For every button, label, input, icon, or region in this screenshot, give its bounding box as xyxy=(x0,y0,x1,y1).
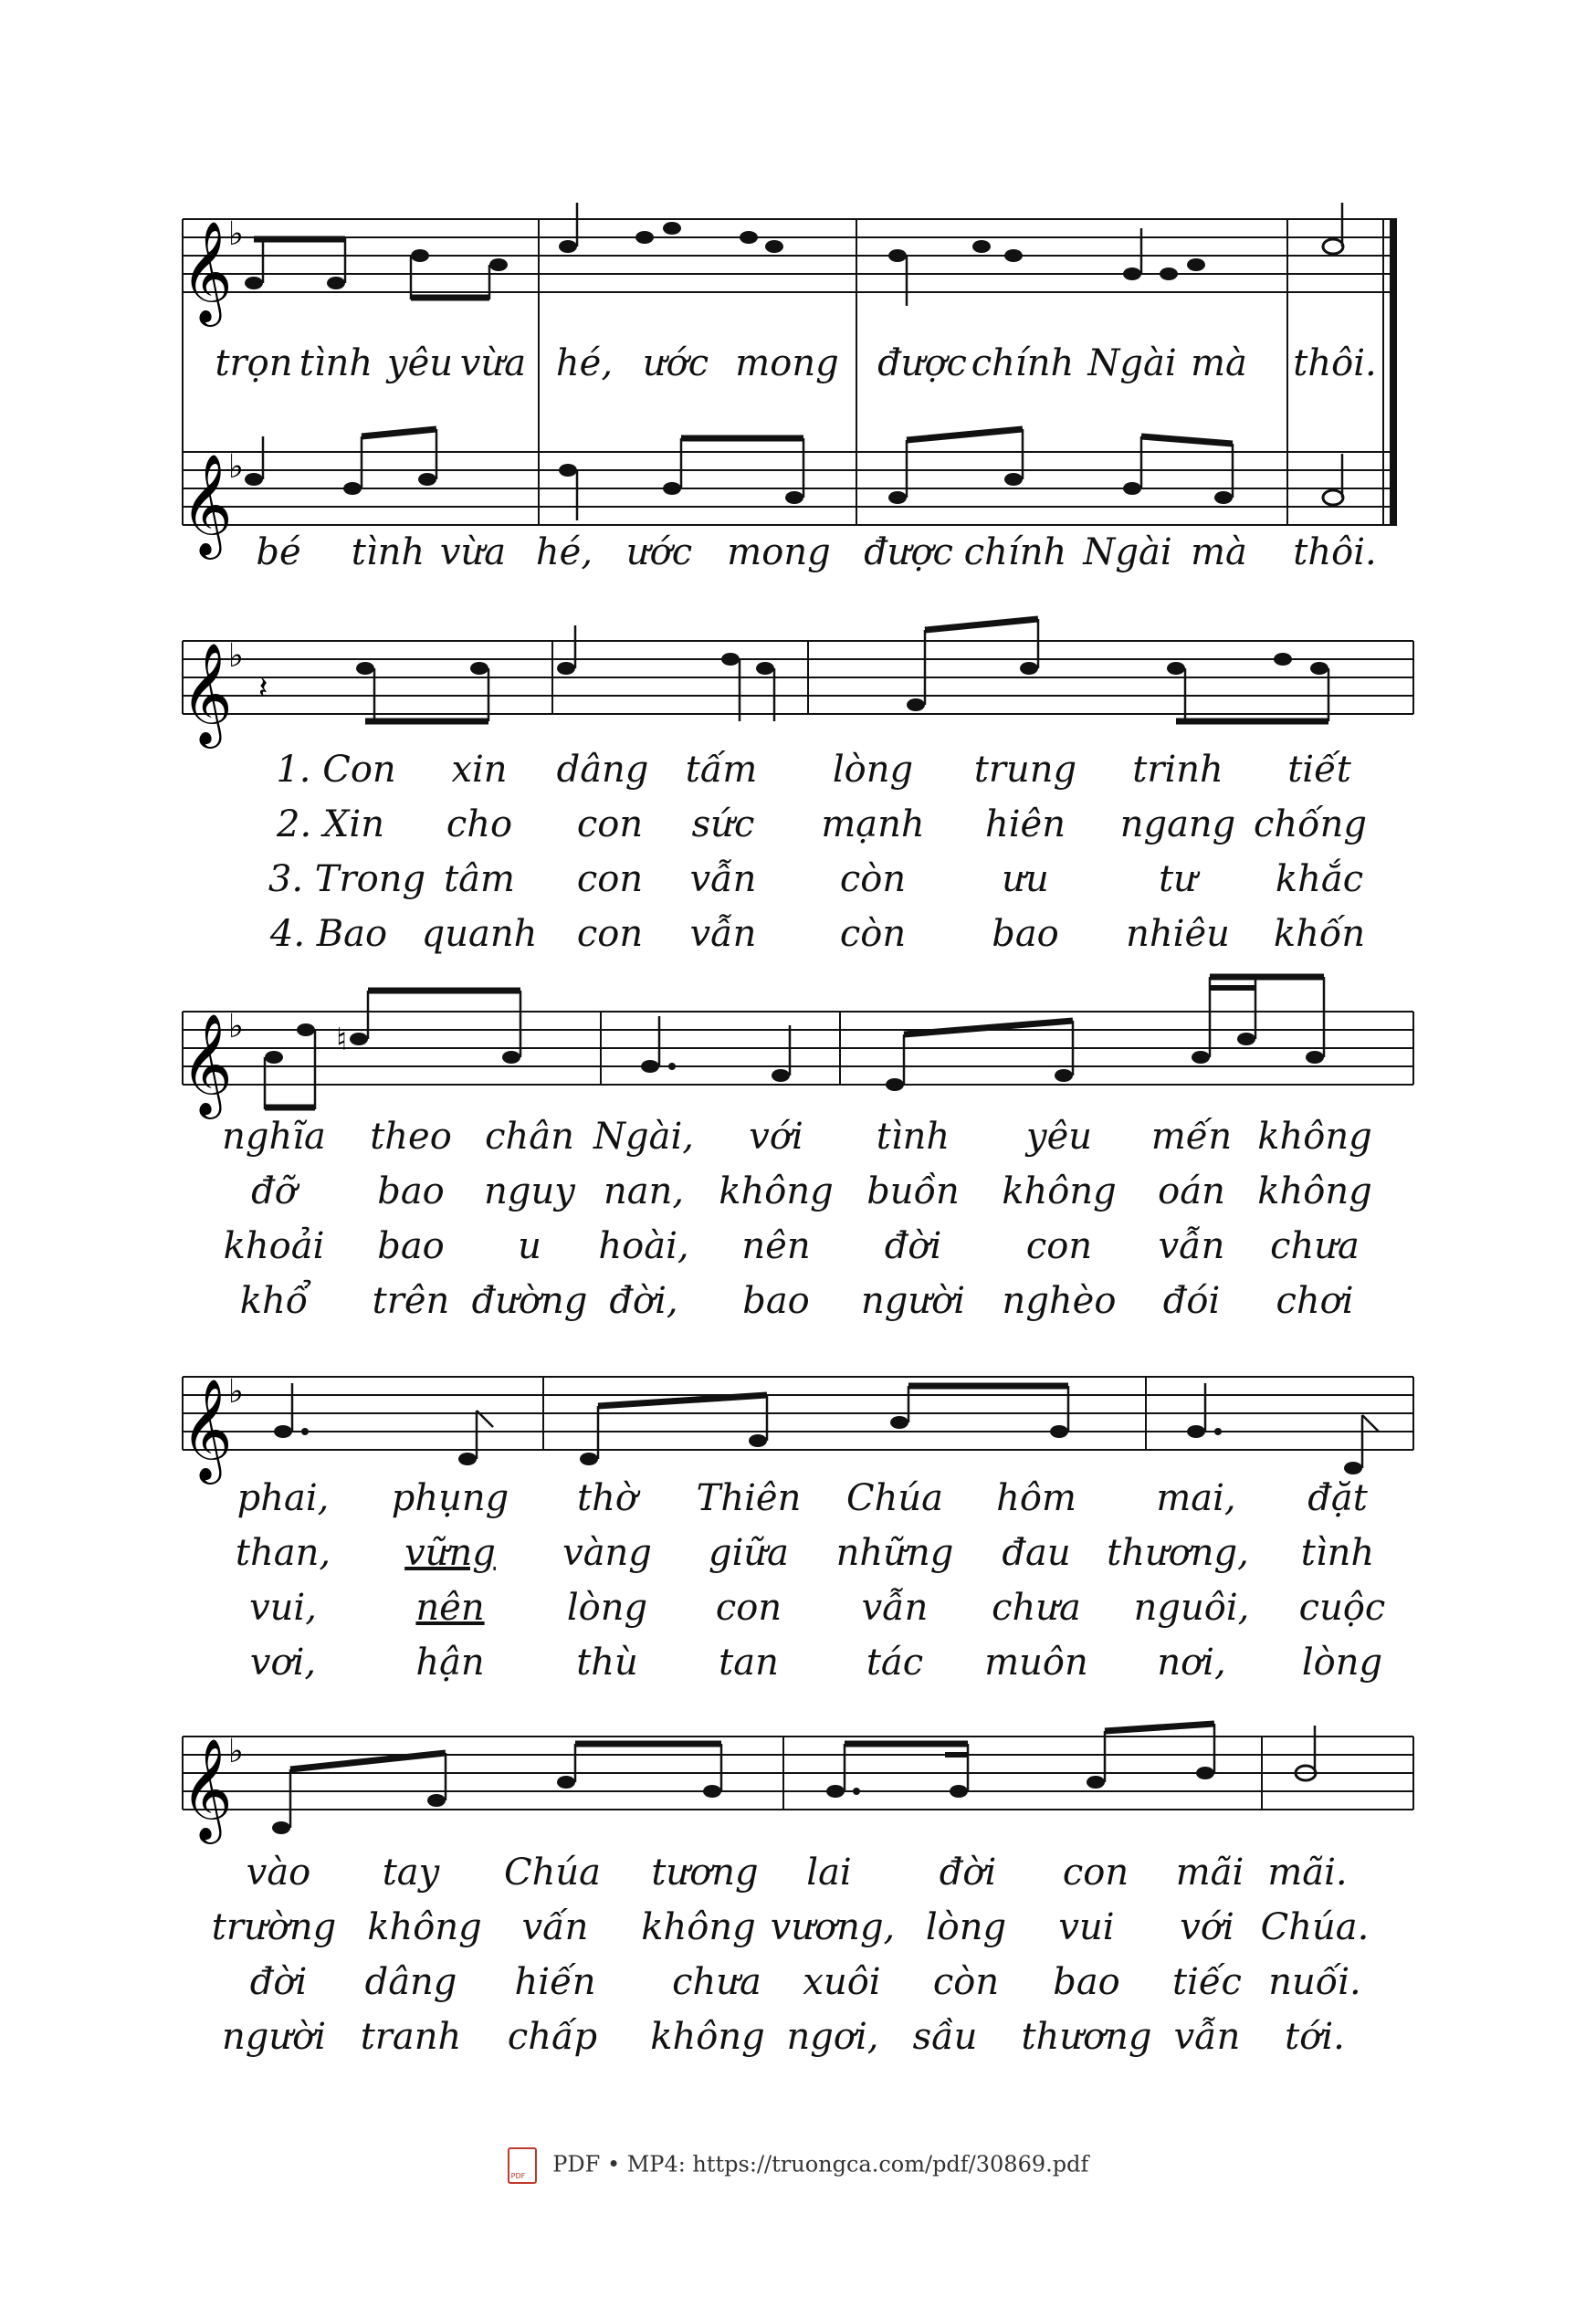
lyric-word: tình xyxy=(876,1116,950,1158)
lyric-word: tương xyxy=(651,1852,759,1894)
lyric-word: với xyxy=(1180,1906,1234,1948)
lyric-word: tình xyxy=(1300,1532,1375,1574)
lyric-word: thôi. xyxy=(1293,342,1377,384)
footer-link[interactable]: PDF • MP4: https://truongca.com/pdf/30869.pdf xyxy=(552,2151,1089,2177)
svg-text:♭: ♭ xyxy=(228,1733,244,1770)
lyric-word: mà xyxy=(1191,531,1247,573)
lyric-word: vẫn xyxy=(861,1587,929,1629)
svg-text:𝄞: 𝄞 xyxy=(181,1737,233,1840)
lyric-word: chính xyxy=(963,531,1067,573)
lyric-word: không xyxy=(719,1170,834,1212)
lyric-word: Ngài xyxy=(1087,342,1177,384)
lyric-word: cho xyxy=(446,803,513,845)
lyric-word: ước xyxy=(625,531,693,573)
lyric-word: thờ xyxy=(577,1477,637,1519)
lyric-word: vẫn xyxy=(1173,2016,1241,2058)
lyric-word: mai, xyxy=(1156,1477,1236,1519)
lyric-word: nhiêu xyxy=(1126,913,1230,955)
lyric-word: được xyxy=(864,531,953,573)
lyric-word: nơi, xyxy=(1157,1642,1226,1684)
lyric-word: tiết xyxy=(1287,749,1351,791)
lyric-word: ước xyxy=(642,342,709,384)
lyric-word: mong xyxy=(735,342,839,384)
lyric-word: tan xyxy=(719,1642,779,1684)
pdf-file-icon xyxy=(508,2147,537,2184)
lyric-word: cuộc xyxy=(1298,1587,1386,1629)
lyric-word: đời xyxy=(939,1852,997,1894)
lyric-word: trung xyxy=(973,749,1077,791)
lyric-word: nuối. xyxy=(1268,1961,1361,2003)
lyric-word: vẫn xyxy=(689,913,757,955)
lyric-word: vương, xyxy=(770,1906,896,1948)
lyric-word: còn xyxy=(932,1961,1000,2003)
lyric-word: xin xyxy=(451,749,508,791)
lyric-word: vừa xyxy=(459,342,527,384)
lyric-word: Chúa. xyxy=(1260,1906,1370,1948)
lyric-word: vừa xyxy=(439,531,507,573)
lyric-word: tiếc xyxy=(1172,1961,1242,2003)
lyric-word: vui xyxy=(1058,1906,1115,1948)
lyric-word: trinh xyxy=(1132,749,1223,791)
svg-text:♮: ♮ xyxy=(336,1022,348,1058)
lyric-word: u xyxy=(518,1225,541,1267)
lyric-word: không xyxy=(650,2016,765,2058)
lyric-word: chưa xyxy=(1270,1225,1360,1267)
svg-text:𝄞: 𝄞 xyxy=(181,642,233,744)
svg-text:♭: ♭ xyxy=(228,637,244,675)
lyric-word: con xyxy=(576,803,644,845)
lyric-word: đặt xyxy=(1307,1477,1368,1519)
lyric-word: mến xyxy=(1150,1116,1233,1158)
lyric-word: hé, xyxy=(555,342,614,384)
lyric-word: xuôi xyxy=(803,1961,881,2003)
lyric-word: chống xyxy=(1253,803,1368,845)
lyric-word: mong xyxy=(727,531,831,573)
lyric-word: muôn xyxy=(984,1642,1088,1684)
lyric-word: hé, xyxy=(535,531,593,573)
lyric-word: Chúa xyxy=(504,1852,601,1894)
lyric-word: tâm xyxy=(444,858,515,900)
lyric-word: Ngài, xyxy=(593,1116,694,1158)
lyric-word: nên xyxy=(415,1587,485,1629)
lyric-word: bao xyxy=(377,1170,445,1212)
lyric-word: dâng xyxy=(556,749,649,791)
lyric-word: con xyxy=(1062,1852,1129,1894)
lyric-word: nan, xyxy=(603,1170,685,1212)
lyric-word: người xyxy=(221,2016,327,2058)
lyric-word: vẫn xyxy=(1158,1225,1225,1267)
svg-text:𝄞: 𝄞 xyxy=(181,453,233,555)
lyric-word: hôm xyxy=(996,1477,1076,1519)
lyric-word: quanh xyxy=(421,913,538,955)
lyric-word: khắc xyxy=(1275,858,1364,900)
lyric-word: vui, xyxy=(249,1587,317,1629)
lyric-word: đời xyxy=(249,1961,308,2003)
lyric-word: còn xyxy=(839,858,907,900)
lyric-word: oán xyxy=(1158,1170,1225,1212)
lyric-word: ưu xyxy=(1002,858,1049,900)
lyric-word: còn xyxy=(839,913,907,955)
lyric-word: chưa xyxy=(992,1587,1081,1629)
lyric-word: vững xyxy=(404,1532,496,1574)
lyric-word: mạnh xyxy=(821,803,925,845)
lyric-word: được xyxy=(877,342,967,384)
lyric-word: thương, xyxy=(1107,1532,1249,1574)
lyric-word: Ngài xyxy=(1083,531,1172,573)
svg-text:𝄞: 𝄞 xyxy=(181,1378,233,1480)
lyric-word: ngơi, xyxy=(786,2016,879,2058)
svg-text:𝄞: 𝄞 xyxy=(181,220,233,322)
lyric-word: đời, xyxy=(609,1280,678,1322)
lyric-word: chính xyxy=(971,342,1075,384)
lyric-word: sầu xyxy=(912,2016,978,2058)
lyric-word: bé xyxy=(256,531,301,573)
lyric-word: sức xyxy=(691,803,755,845)
lyric-word: vấn xyxy=(521,1906,589,1948)
lyric-word: đời xyxy=(884,1225,942,1267)
lyric-word: chấp xyxy=(507,2016,598,2058)
lyric-word: lòng xyxy=(1301,1642,1383,1684)
lyric-word: mãi. xyxy=(1267,1852,1348,1894)
lyric-word: than, xyxy=(235,1532,331,1574)
lyric-word: tình xyxy=(299,342,373,384)
lyric-word: hiến xyxy=(514,1961,596,2003)
lyric-word: con xyxy=(576,858,644,900)
footer xyxy=(0,2147,1596,2184)
lyric-word: với xyxy=(749,1116,803,1158)
lyric-word: bao xyxy=(742,1280,810,1322)
lyric-word: phụng xyxy=(391,1477,509,1519)
lyric-word: nghèo xyxy=(1002,1280,1117,1322)
lyric-word: trường xyxy=(211,1906,337,1948)
lyric-word: hoài, xyxy=(598,1225,689,1267)
lyric-word: vào xyxy=(246,1852,311,1894)
lyric-word: chân xyxy=(485,1116,574,1158)
lyric-word: đỡ xyxy=(251,1170,297,1212)
lyric-word: buồn xyxy=(866,1170,960,1212)
lyric-word: vàng xyxy=(562,1532,652,1574)
lyric-word: tác xyxy=(866,1642,924,1684)
lyric-word: khổ xyxy=(239,1280,309,1322)
lyric-word: không xyxy=(1257,1116,1372,1158)
lyric-word: hận xyxy=(415,1642,485,1684)
lyric-word: không xyxy=(641,1906,756,1948)
lyric-word: chơi xyxy=(1276,1280,1354,1322)
lyric-word: vơi, xyxy=(249,1642,317,1684)
svg-text:♭: ♭ xyxy=(228,448,244,486)
lyric-word: 1. Con xyxy=(276,749,396,791)
lyric-word: lòng xyxy=(566,1587,648,1629)
lyric-word: tình xyxy=(351,531,425,573)
lyric-word: 3. Trong xyxy=(268,858,426,900)
lyric-word: yêu xyxy=(1025,1116,1093,1158)
lyric-word: không xyxy=(367,1906,482,1948)
lyric-word: nguy xyxy=(484,1170,575,1212)
lyric-word: lai xyxy=(806,1852,852,1894)
lyric-word: những xyxy=(835,1532,954,1574)
lyric-word: phai, xyxy=(236,1477,330,1519)
lyric-word: bao xyxy=(377,1225,445,1267)
lyric-word: thôi. xyxy=(1293,531,1377,573)
lyric-word: tư xyxy=(1159,858,1197,900)
lyric-word: tới. xyxy=(1285,2016,1345,2058)
lyric-word: thương xyxy=(1021,2016,1152,2058)
lyric-word: con xyxy=(576,913,644,955)
lyric-word: lòng xyxy=(832,749,914,791)
lyric-word: trên xyxy=(372,1280,450,1322)
lyric-word: nguôi, xyxy=(1133,1587,1250,1629)
lyric-word: tấm xyxy=(685,749,758,791)
lyric-word: tay xyxy=(382,1852,440,1894)
lyric-word: thù xyxy=(576,1642,638,1684)
lyric-word: không xyxy=(1002,1170,1117,1212)
lyric-word: đói xyxy=(1162,1280,1221,1322)
lyric-word: yêu xyxy=(386,342,454,384)
svg-text:♭: ♭ xyxy=(228,1373,244,1411)
lyric-word: đau xyxy=(1002,1532,1071,1574)
lyric-word: mà xyxy=(1191,342,1247,384)
svg-text:♭: ♭ xyxy=(228,1008,244,1045)
lyric-word: theo xyxy=(370,1116,452,1158)
lyric-word: dâng xyxy=(364,1961,457,2003)
lyric-word: không xyxy=(1257,1170,1372,1212)
lyric-word: ngang xyxy=(1119,803,1236,845)
lyric-word: Thiên xyxy=(696,1477,802,1519)
lyric-word: 4. Bao xyxy=(269,913,388,955)
lyric-word: khoải xyxy=(223,1225,325,1267)
svg-text:♭: ♭ xyxy=(228,215,244,253)
svg-text:𝄞: 𝄞 xyxy=(181,1013,233,1115)
lyric-word: hiên xyxy=(985,803,1066,845)
svg-text:𝄽: 𝄽 xyxy=(258,670,268,707)
lyric-word: đường xyxy=(471,1280,588,1322)
lyric-word: bao xyxy=(1053,1961,1120,2003)
lyric-word: nên xyxy=(741,1225,811,1267)
lyric-word: người xyxy=(860,1280,966,1322)
lyric-word: trọn xyxy=(215,342,293,384)
lyric-word: giữa xyxy=(708,1532,790,1574)
lyric-word: lòng xyxy=(925,1906,1007,1948)
lyric-word: 2. Xin xyxy=(277,803,384,845)
lyric-word: mãi xyxy=(1175,1852,1244,1894)
lyric-word: chưa xyxy=(672,1961,761,2003)
lyric-word: tranh xyxy=(360,2016,462,2058)
lyric-word: con xyxy=(715,1587,782,1629)
lyric-word: khốn xyxy=(1273,913,1366,955)
lyric-word: bao xyxy=(992,913,1059,955)
lyric-word: Chúa xyxy=(846,1477,943,1519)
lyric-word: vẫn xyxy=(689,858,757,900)
lyric-word: con xyxy=(1025,1225,1093,1267)
lyric-word: nghĩa xyxy=(222,1116,326,1158)
